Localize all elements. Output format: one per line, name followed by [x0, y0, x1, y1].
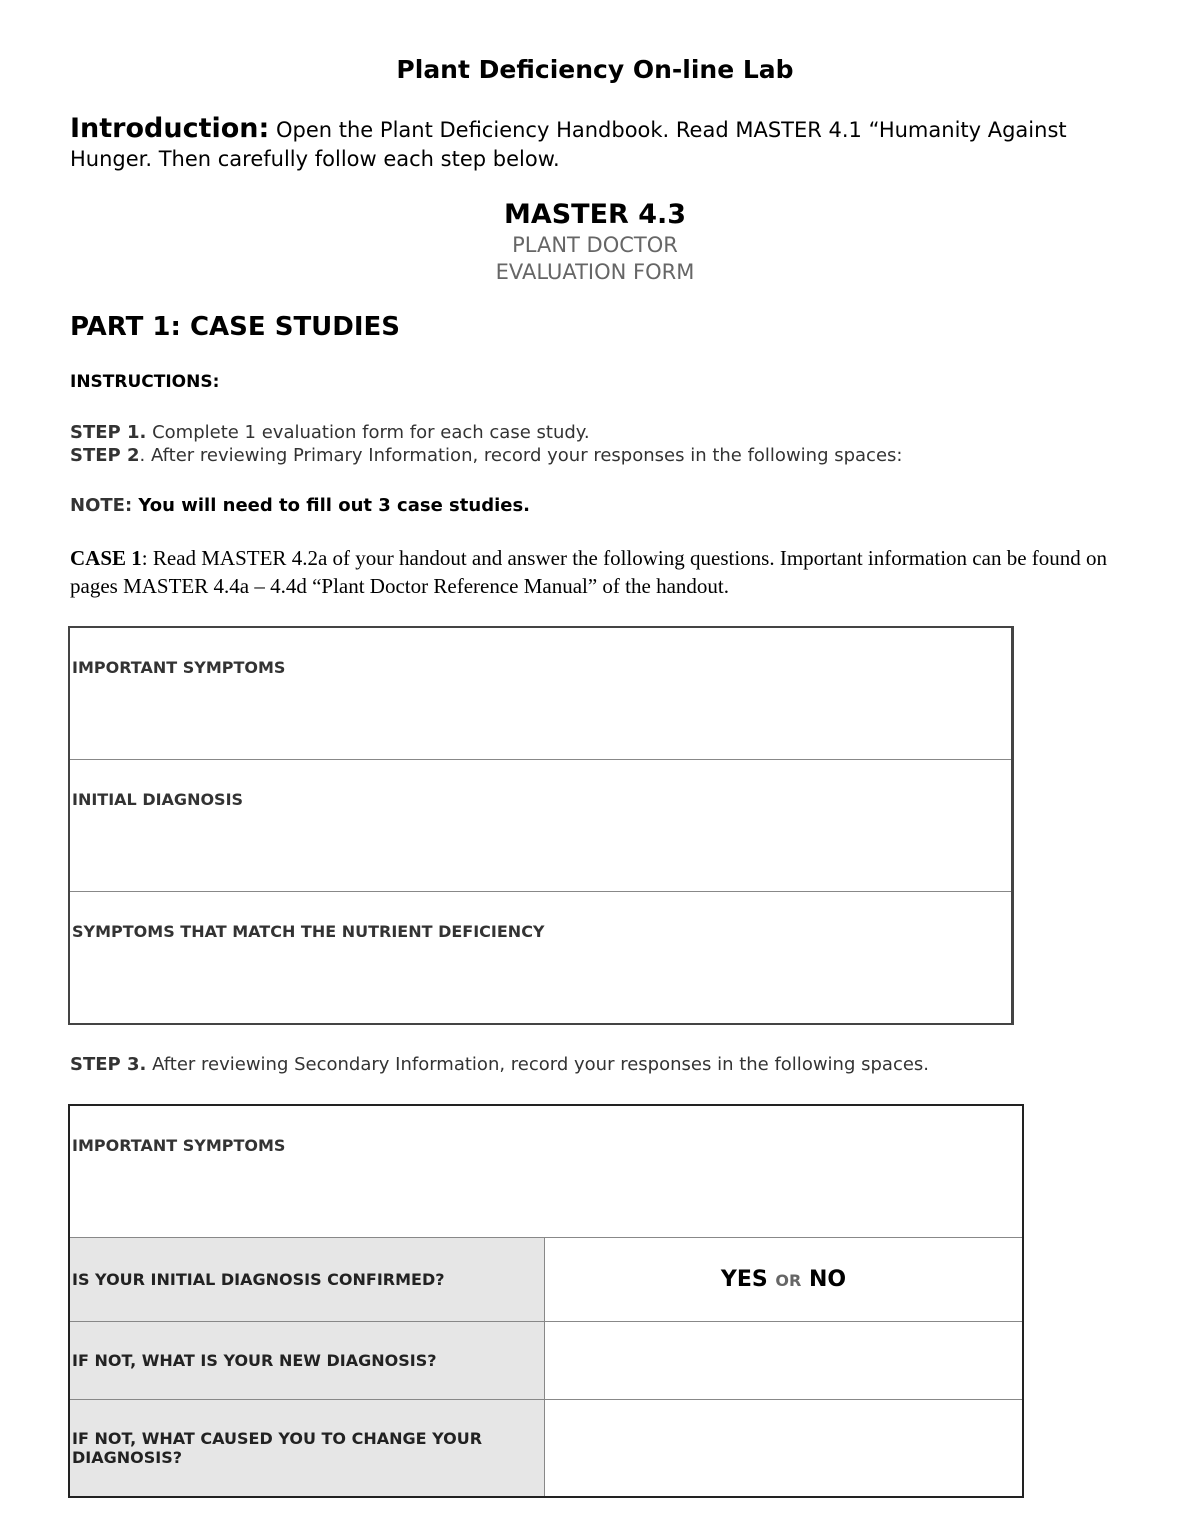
note-label: NOTE:	[70, 495, 133, 516]
step-3	[70, 1054, 929, 1075]
change-reason-label: IF NOT, WHAT CAUSED YOU TO CHANGE YOUR DIAGNOSIS?	[69, 1400, 545, 1498]
master-subtitle-1: PLANT DOCTOR	[512, 233, 678, 257]
step-3-label: STEP 3.	[70, 1054, 147, 1075]
step-2	[70, 445, 902, 466]
step-3-text: After reviewing Secondary Information, record your responses in the following spaces.	[146, 1054, 930, 1075]
secondary-important-symptoms-field[interactable]	[69, 1105, 1023, 1238]
introduction	[70, 114, 1130, 174]
field-label: IMPORTANT SYMPTOMS	[72, 1136, 286, 1155]
case-label: CASE 1	[70, 546, 142, 570]
step-1-label: STEP 1.	[70, 422, 147, 443]
step-2-label: STEP 2	[70, 445, 140, 466]
matching-symptoms-field[interactable]	[69, 892, 1013, 1025]
field-label: IMPORTANT SYMPTOMS	[72, 658, 286, 677]
diagnosis-confirmed-label: IS YOUR INITIAL DIAGNOSIS CONFIRMED?	[69, 1238, 545, 1322]
new-diagnosis-field[interactable]	[545, 1322, 1024, 1400]
field-label: INITIAL DIAGNOSIS	[72, 790, 244, 809]
important-symptoms-field[interactable]	[69, 627, 1013, 760]
instructions-heading: INSTRUCTIONS:	[70, 372, 220, 392]
yes-option[interactable]: YES	[720, 1267, 768, 1292]
secondary-evaluation-table	[68, 1104, 1024, 1498]
case-text: : Read MASTER 4.2a of your handout and answer the following questions. Important information can be found on pages MASTER 4.4a – 4.4d “Plant Doctor Reference Manual” of the handout.	[70, 546, 1108, 598]
initial-diagnosis-field[interactable]	[69, 760, 1013, 892]
or-text: OR	[775, 1271, 802, 1290]
note	[70, 495, 530, 516]
note-text: You will need to fill out 3 case studies.	[132, 495, 531, 516]
yes-or-no-choice[interactable]	[545, 1238, 1024, 1322]
step-1-text: Complete 1 evaluation form for each case study.	[146, 422, 590, 443]
document-title: Plant Deficiency On-line Lab	[396, 55, 794, 84]
part-heading: PART 1: CASE STUDIES	[70, 312, 401, 342]
new-diagnosis-label: IF NOT, WHAT IS YOUR NEW DIAGNOSIS?	[69, 1322, 545, 1400]
no-option[interactable]: NO	[808, 1267, 847, 1292]
introduction-label: Introduction:	[70, 113, 270, 144]
field-label: SYMPTOMS THAT MATCH THE NUTRIENT DEFICIENCY	[72, 922, 545, 941]
introduction-text: Open the Plant Deficiency Handbook. Read MASTER 4.1 “Humanity Against Hunger. Then carefully follow each step below.	[70, 118, 1067, 171]
primary-evaluation-table	[68, 626, 1014, 1025]
step-1	[70, 422, 590, 443]
change-reason-field[interactable]	[545, 1400, 1024, 1498]
step-2-text: . After reviewing Primary Information, record your responses in the following spaces:	[139, 445, 903, 466]
master-heading: MASTER 4.3	[503, 199, 687, 230]
case-instruction	[70, 544, 1130, 600]
master-subtitle-2: EVALUATION FORM	[495, 260, 695, 284]
